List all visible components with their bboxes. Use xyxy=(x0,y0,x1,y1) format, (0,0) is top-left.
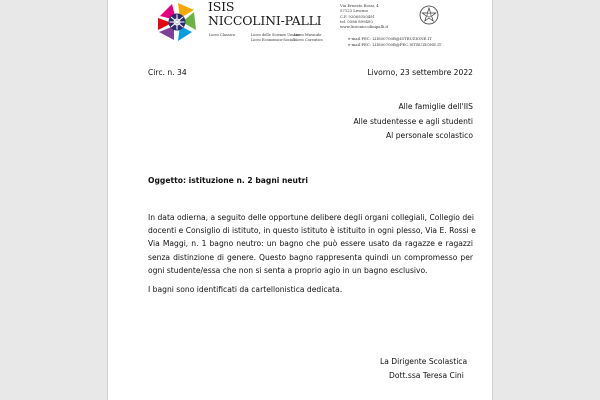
republic-emblem-icon xyxy=(418,4,440,26)
pec-line: e-mail PEC: LIIS00700B@ISTRUZIONE.IT xyxy=(348,36,432,41)
lyceum-label: Liceo Economico-Sociale xyxy=(251,38,297,42)
letterhead xyxy=(108,0,492,48)
recipient-line: Alle famiglie dell'IIS xyxy=(398,102,473,111)
school-logo-icon xyxy=(156,2,198,42)
body-line: Via Maggi, n. 1 bagno neutro: un bagno che può essere usato da ragazze e ragazzi xyxy=(148,239,473,249)
lyceum-label: Liceo Classico xyxy=(209,33,236,37)
body-paragraph xyxy=(148,211,476,277)
signature-name: Dott.ssa Teresa Cini xyxy=(389,371,464,380)
lyceum-label: Liceo Musicale xyxy=(294,33,322,37)
school-name-line2: NICCOLINI-PALLI xyxy=(208,13,322,28)
body-line: ogni studente/essa che non si senta a proprio agio in un bagno esclusivo. xyxy=(148,265,428,275)
school-name-line1: ISIS xyxy=(208,0,235,14)
body-line: In data odierna, a seguito delle opportune delibere degli organi collegiali, Collegio dei xyxy=(148,213,474,222)
school-name xyxy=(208,0,321,28)
pec-line: e-mail PEC: LIIS00700B@PEC.ISTRUZIONE.IT xyxy=(348,42,442,47)
lyceum-label: Liceo delle Scienze Umane xyxy=(251,33,301,37)
contact-line: 57123 Livorno xyxy=(340,8,368,14)
circular-number: Circ. n. 34 xyxy=(148,68,187,77)
body-line: senza distinzione di genere. Questo bagno rappresenta quindi un compromesso per xyxy=(148,252,473,262)
contact-line: Via Ernesto Rossi, 4 xyxy=(340,3,379,8)
document-page xyxy=(107,0,493,400)
letter-subject: Oggetto: istituzione n. 2 bagni neutri xyxy=(148,176,308,185)
recipient-line: Alle studentesse e agli studenti xyxy=(353,117,473,126)
body-paragraph-closing: I bagni sono identificati da cartellonistica dedicata. xyxy=(148,285,343,294)
body-line: docenti e Consiglio di istituto, in questo istituto è istituito in ogni plesso, Via E. Rossi e xyxy=(148,226,476,236)
letter-date: Livorno, 23 settembre 2022 xyxy=(367,68,473,77)
contact-block xyxy=(340,3,388,29)
contact-line: C.F. 92069350491 xyxy=(340,13,376,19)
contact-line: tel. 0586 899400 xyxy=(340,18,373,24)
signature-title: La Dirigente Scolastica xyxy=(380,357,468,366)
lyceum-label: Liceo Coreutico xyxy=(294,38,323,42)
recipient-line: Al personale scolastico xyxy=(385,131,473,140)
contact-line: www.liceoniccolinipalli.it xyxy=(340,24,389,30)
